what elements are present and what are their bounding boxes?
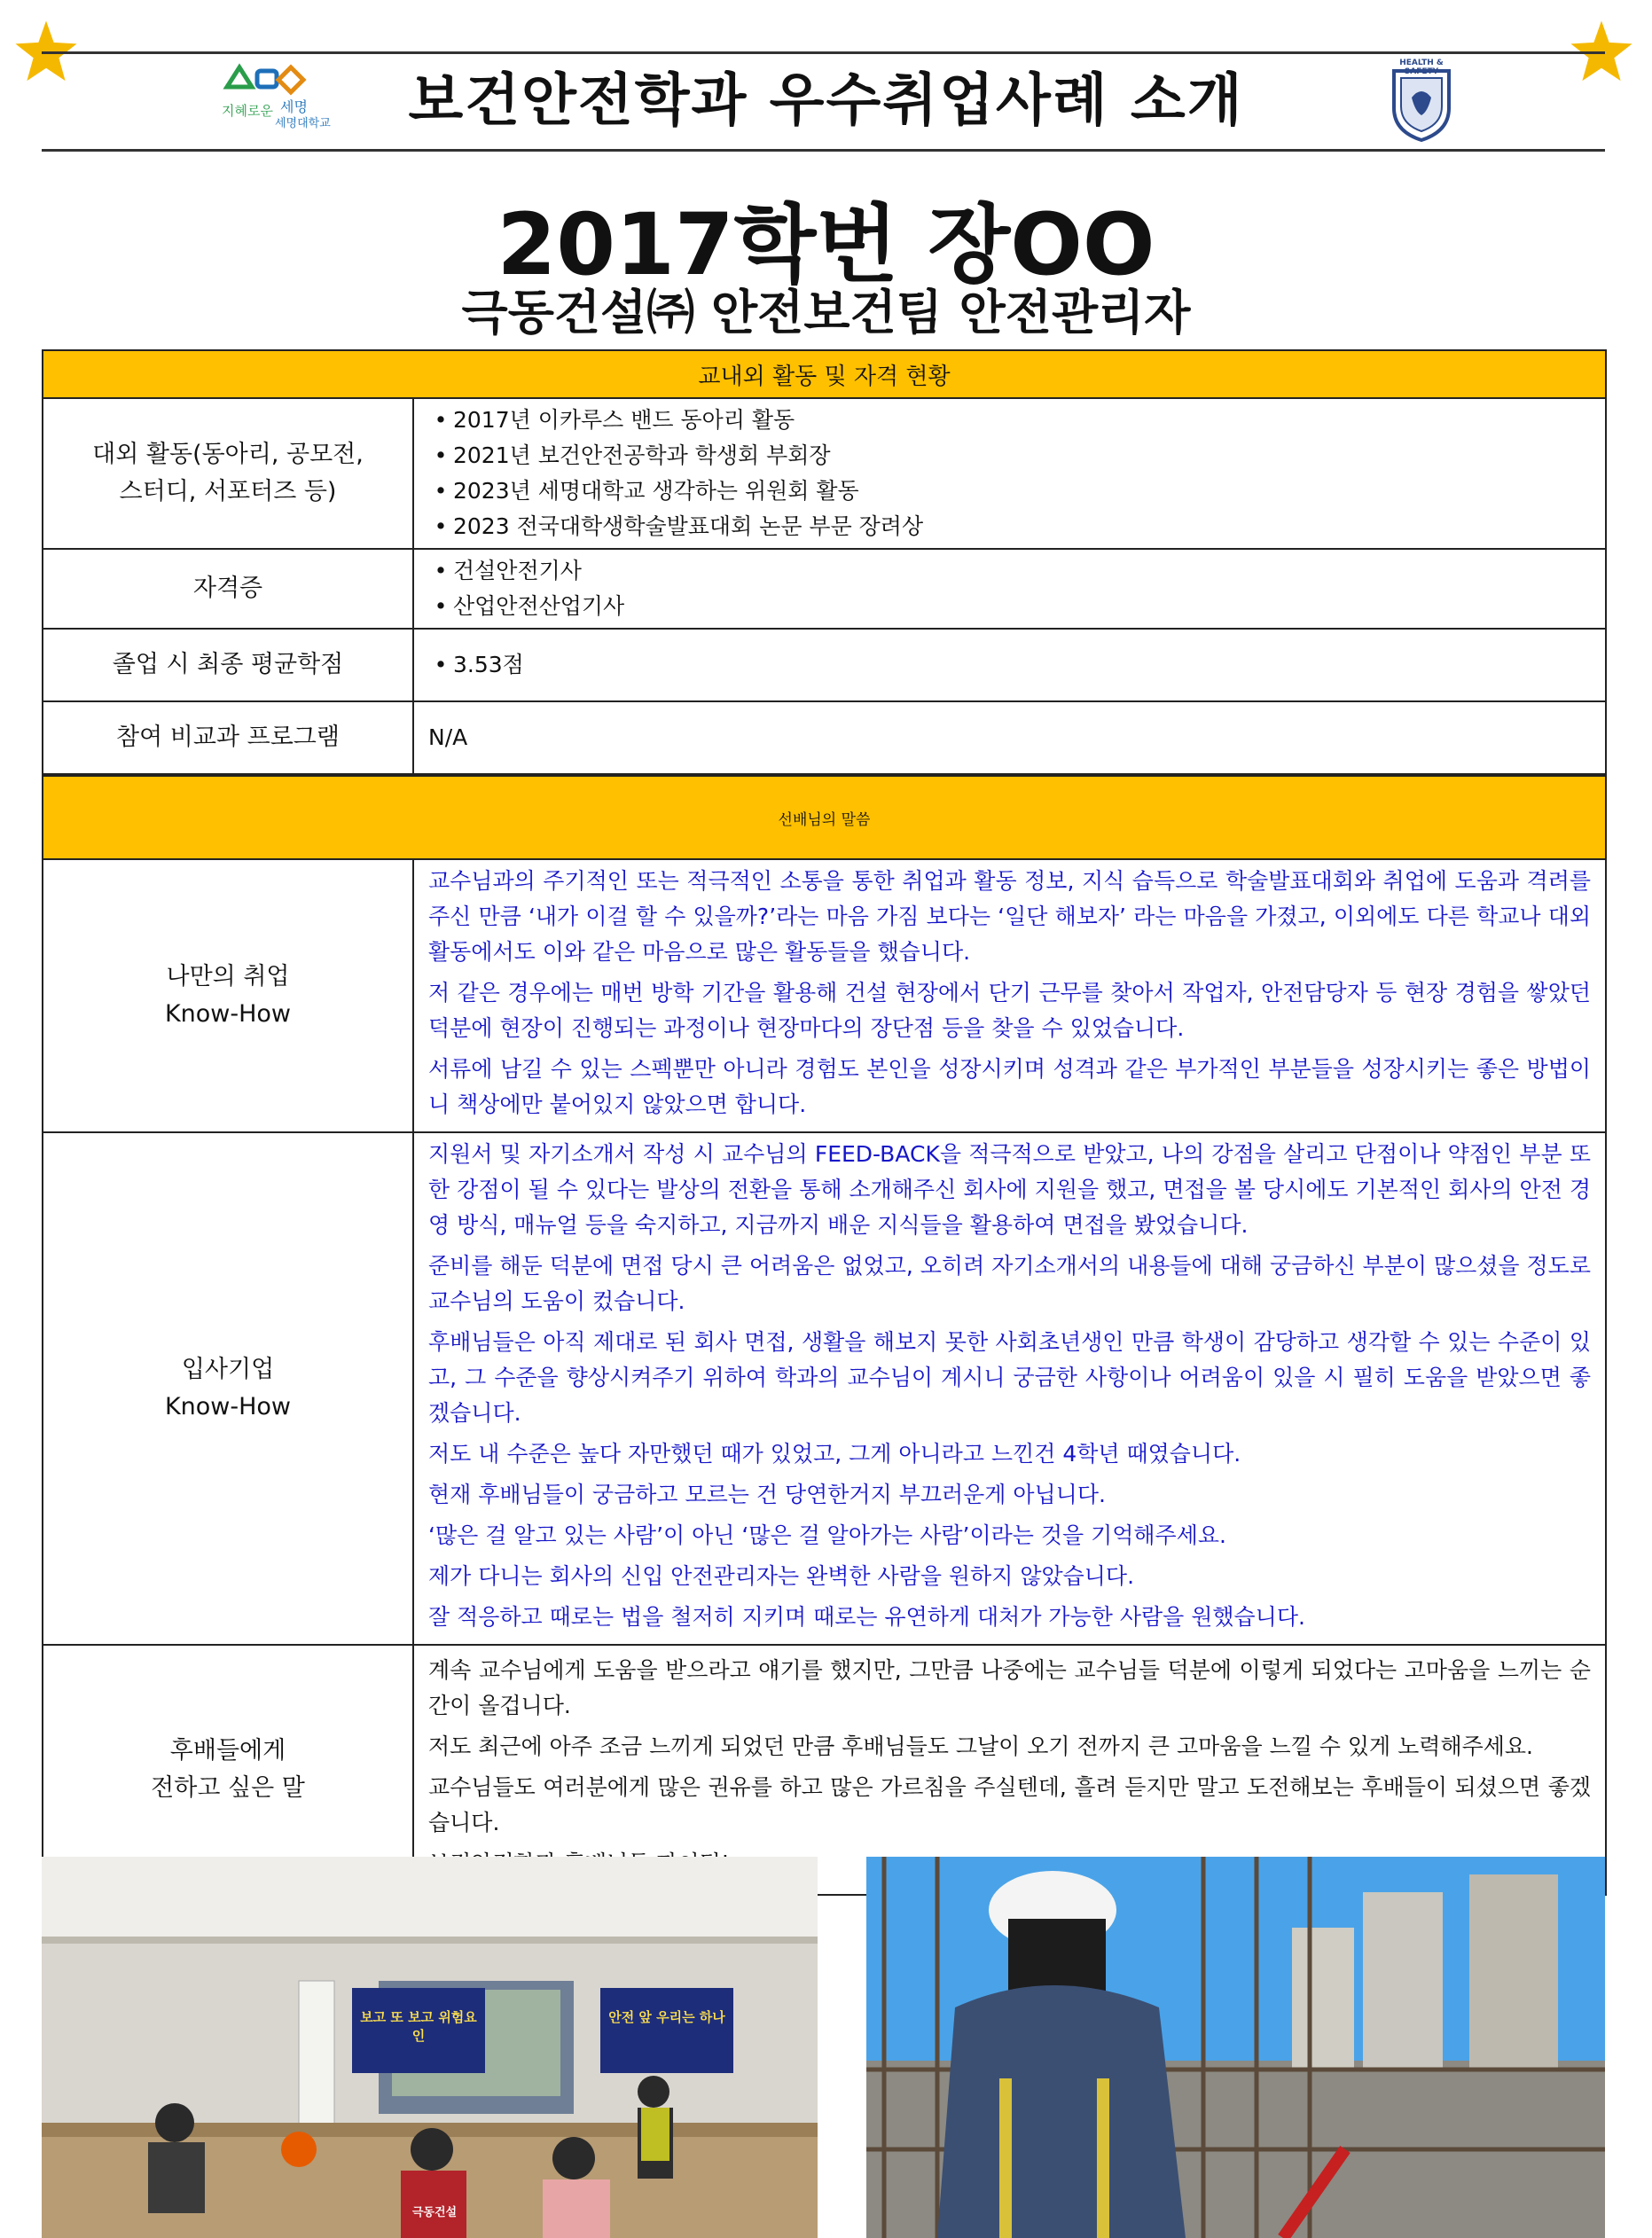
advice-paragraph: 제가 다니는 회사의 신입 안전관리자는 완벽한 사람을 원하지 않았습니다.	[428, 1563, 1135, 1589]
svg-text:지혜로운: 지혜로운	[222, 103, 273, 119]
section-content-company-knowhow	[413, 1132, 1606, 1645]
company-subtitle: 극동건설㈜ 안전보건팀 안전관리자	[461, 285, 1191, 340]
activity-table	[42, 349, 1607, 775]
banner-title: 보건안전학과 우수취업사례 소개	[408, 68, 1244, 134]
advice-table-header: 선배님의 말씀	[43, 776, 1606, 859]
row-label-programs: 참여 비교과 프로그램	[43, 701, 413, 774]
certificate-item: • 산업안전산업기사	[428, 589, 1591, 624]
row-label-activities-line2: 스터디, 서포터즈 등)	[119, 478, 337, 505]
training-vest-label: 극동건설	[411, 2206, 458, 2219]
department-shield-logo	[1389, 59, 1454, 144]
message-paragraph: 계속 교수님에게 도움을 받으라고 얘기를 했지만, 그만큼 나중에는 교수님들 덕분에 이렇게 되었다는 고마움을 느끼는 순간이 올겁니다.	[428, 1657, 1591, 1718]
message-paragraph: 교수님들도 여러분에게 많은 권유를 하고 많은 가르침을 주실텐데, 흘려 듣지만 말고 도전해보는 후배들이 되셨으면 좋겠습니다.	[428, 1774, 1591, 1835]
training-screen-label-1: 보고 또 보고 위험요인	[360, 2009, 477, 2044]
gpa-value: • 3.53점	[428, 647, 1591, 683]
advice-paragraph: 후배님들은 아직 제대로 된 회사 면접, 생활을 해보지 못한 사회초년생인 만큼 학생이 감당하고 생각할 수 있는 수준이 있고, 그 수준을 향상시켜주기 위하여 학과의 교수님이 계시니 궁금한 사항이나 어려움이 있을 시 필히 도움을 받았으면 좋겠습니다.	[428, 1329, 1591, 1426]
row-label-certificates: 자격증	[43, 549, 413, 629]
advice-table	[42, 775, 1607, 1896]
activity-item: • 2023 전국대학생학술발표대회 논문 부문 장려상	[428, 509, 1591, 544]
section-label-company-knowhow-line1: 입사기업	[181, 1356, 275, 1383]
row-content-gpa	[413, 629, 1606, 701]
section-label-message-line2: 전하고 싶은 말	[151, 1774, 305, 1802]
training-screen-label-2: 안전 앞 우리는 하나	[608, 2009, 725, 2025]
photo-safety-training	[42, 1857, 818, 2238]
university-logo-text: 세명대학교	[275, 117, 331, 130]
message-paragraph: 저도 최근에 아주 조금 느끼게 되었던 만큼 후배님들도 그날이 오기 전까지 큰 고마움을 느낄 수 있게 노력해주세요.	[428, 1733, 1533, 1759]
row-content-activities	[413, 398, 1606, 549]
row-content-programs: N/A	[413, 701, 1606, 774]
svg-text:세명: 세명	[280, 98, 308, 115]
row-label-gpa: 졸업 시 최종 평균학점	[43, 629, 413, 701]
section-label-company-knowhow	[43, 1132, 413, 1645]
top-rule	[42, 51, 1605, 54]
advice-paragraph: 교수님과의 주기적인 또는 적극적인 소통을 통한 취업과 활동 정보, 지식 습득으로 학술발표대회와 취업에 도움과 격려를 주신 만큼 ‘내가 이걸 할 수 있을까?’라는 마음 가짐 보다는 ‘일단 해보자’ 라는 마음을 가졌고, 이외에도 다른 학교나 대외 활동에서도 이와 같은 마음으로 많은 활동들을 했습니다.	[428, 868, 1591, 965]
advice-paragraph: ‘많은 걸 알고 있는 사람’이 아닌 ‘많은 걸 알아가는 사람’이라는 것을 기억해주세요.	[428, 1522, 1226, 1548]
advice-paragraph: 준비를 해둔 덕분에 면접 당시 큰 어려움은 없었고, 오히려 자기소개서의 내용들에 대해 궁금하신 부분이 많으셨을 정도로 교수님의 도움이 컸습니다.	[428, 1253, 1591, 1314]
advice-paragraph: 서류에 남길 수 있는 스펙뿐만 아니라 경험도 본인을 성장시키며 성격과 같은 부가적인 부분들을 성장시키는 좋은 방법이니 책상에만 붙어있지 않았으면 합니다.	[428, 1056, 1591, 1117]
department-shield-text: HEALTH & SAFETY	[1399, 59, 1444, 76]
row-label-activities	[43, 398, 413, 549]
section-label-job-knowhow-line2: Know-How	[164, 1000, 292, 1028]
section-label-job-knowhow-line1: 나만의 취업	[166, 963, 290, 990]
advice-paragraph: 현재 후배님들이 궁금하고 모르는 건 당연한거지 부끄러운게 아닙니다.	[428, 1482, 1106, 1507]
advice-paragraph: 잘 적응하고 때로는 법을 철저히 지키며 때로는 유연하게 대처가 가능한 사람을 원했습니다.	[428, 1604, 1305, 1630]
activity-table-header: 교내외 활동 및 자격 현황	[43, 350, 1606, 398]
activity-item: • 2021년 보건안전공학과 학생회 부회장	[428, 438, 1591, 473]
section-label-message-line1: 후배들에게	[169, 1737, 286, 1765]
header-rule	[42, 149, 1605, 152]
advice-paragraph: 저 같은 경우에는 매번 방학 기간을 활용해 건설 현장에서 단기 근무를 찾아서 작업자, 안전담당자 등 현장 경험을 쌓았던 덕분에 현장이 진행되는 과정이나 현장마다의 장단점 등을 찾을 수 있었습니다.	[428, 980, 1591, 1041]
row-content-certificates	[413, 549, 1606, 629]
advice-paragraph: 저도 내 수준은 높다 자만했던 때가 있었고, 그게 아니라고 느낀건 4학년 때였습니다.	[428, 1441, 1241, 1467]
photo-construction-site	[866, 1857, 1605, 2238]
activity-item: • 2017년 이카루스 밴드 동아리 활동	[428, 403, 1591, 438]
student-name-title: 2017학번 장OO	[497, 195, 1155, 294]
activity-item: • 2023년 세명대학교 생각하는 위원회 활동	[428, 473, 1591, 509]
row-label-activities-line1: 대외 활동(동아리, 공모전,	[92, 441, 364, 468]
section-label-job-knowhow	[43, 859, 413, 1132]
section-label-company-knowhow-line2: Know-How	[164, 1393, 292, 1420]
certificate-item: • 건설안전기사	[428, 553, 1591, 589]
advice-paragraph: 지원서 및 자기소개서 작성 시 교수님의 FEED-BACK을 적극적으로 받았고, 나의 강점을 살리고 단점이나 약점인 부분 또한 강점이 될 수 있다는 발상의 전환을 통해 소개해주신 회사에 지원을 했고, 면접을 볼 당시에도 기본적인 회사의 안전 경영 방식, 매뉴얼 등을 숙지하고, 지금까지 배운 지식들을 활용하여 면접을 봤었습니다.	[428, 1141, 1591, 1238]
section-content-job-knowhow	[413, 859, 1606, 1132]
